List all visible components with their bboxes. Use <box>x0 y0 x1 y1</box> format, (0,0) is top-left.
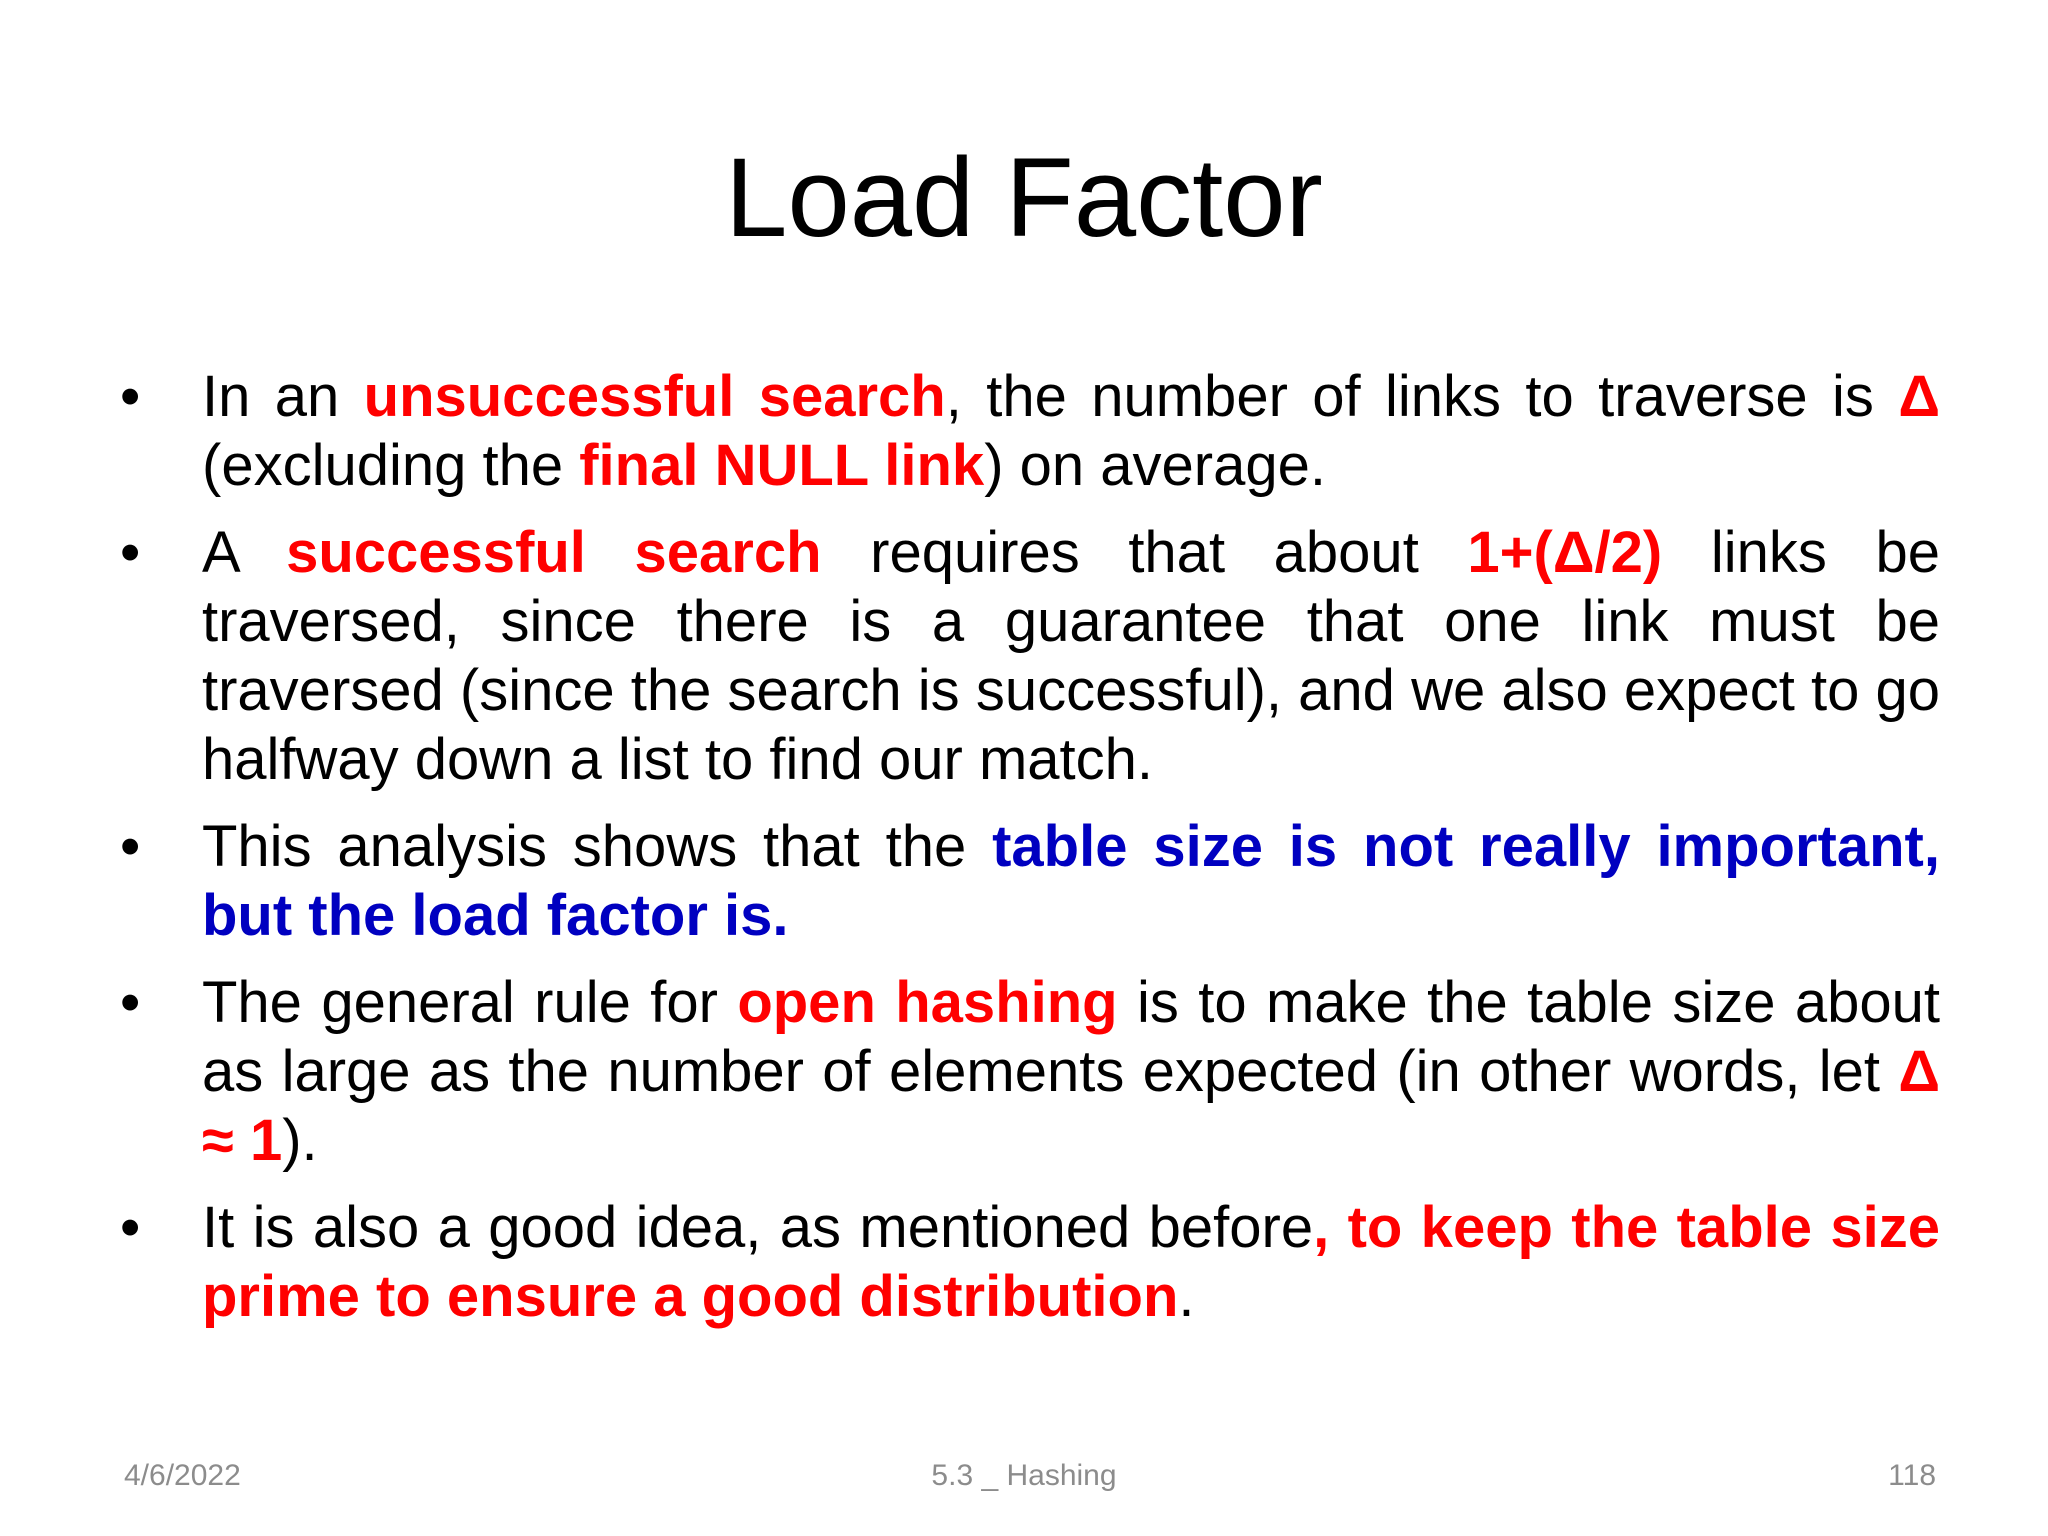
emphasis-span: , to keep the table size prime to ensure a good distribution <box>202 1195 1940 1329</box>
text-span: This analysis shows that the <box>202 814 993 879</box>
bullet-text <box>202 968 1940 1175</box>
emphasis-span: Δ <box>1898 364 1940 429</box>
bullet-icon: • <box>120 1195 141 1260</box>
bullet-icon: • <box>120 520 141 585</box>
bullet-text <box>202 1193 1940 1331</box>
bullet-text <box>202 518 1940 794</box>
text-span: ). <box>282 1108 318 1173</box>
footer-date: 4/6/2022 <box>124 1459 241 1492</box>
bullet-icon: • <box>120 364 141 429</box>
text-span: . <box>1178 1264 1195 1329</box>
footer-title: 5.3 _ Hashing <box>931 1459 1117 1492</box>
text-span: The general rule for <box>202 970 738 1035</box>
text-span: links be traversed, since there is a guarantee that one link must be traversed (since the search is successful), and we also expect to go halfway down a list to find our match. <box>202 520 1940 792</box>
text-span: ) on average. <box>984 433 1326 498</box>
text-span: A <box>202 520 287 585</box>
text-span: requires that about <box>821 520 1468 585</box>
bullet-item <box>120 362 1940 500</box>
bullet-text <box>202 812 1940 950</box>
bullet-item <box>120 1193 1940 1331</box>
bullet-list <box>120 362 1940 1349</box>
emphasis-span: unsuccessful search <box>363 364 946 429</box>
text-span: (excluding the <box>202 433 580 498</box>
text-span: In an <box>202 364 364 429</box>
bullet-text <box>202 362 1940 500</box>
emphasis-span: successful search <box>286 520 822 585</box>
text-span: It is also a good idea, as mentioned before <box>202 1195 1314 1260</box>
emphasis-span: final NULL link <box>579 433 985 498</box>
emphasis-span: table size is not really important, but the load factor is. <box>202 814 1940 948</box>
bullet-icon: • <box>120 814 141 879</box>
bullet-item <box>120 968 1940 1175</box>
page-number: 118 <box>1888 1459 1936 1492</box>
bullet-icon: • <box>120 970 141 1035</box>
bullet-item <box>120 812 1940 950</box>
emphasis-span: open hashing <box>737 970 1118 1035</box>
emphasis-span: 1+(Δ/2) <box>1467 520 1663 585</box>
bullet-item <box>120 518 1940 794</box>
text-span: is to make the table size about as large as the number of elements expected (in other words, let <box>202 970 1940 1104</box>
emphasis-span: Δ ≈ 1 <box>202 1039 1940 1173</box>
text-span: , the number of links to traverse is <box>945 364 1899 429</box>
slide-title: Load Factor <box>725 135 1323 260</box>
